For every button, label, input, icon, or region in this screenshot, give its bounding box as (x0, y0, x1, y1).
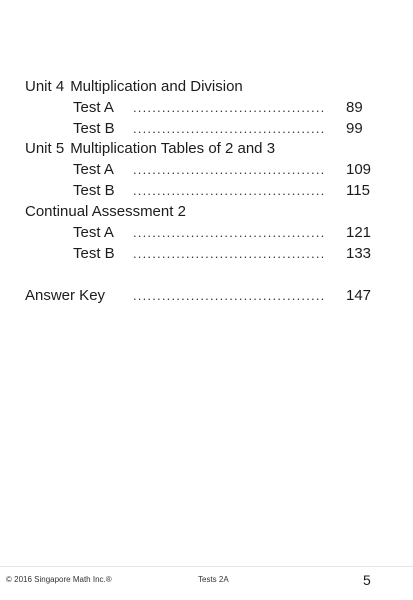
dot-leader: ........................................ (133, 121, 326, 136)
entry-page-number: 115 (346, 182, 370, 199)
entry-page-number: 121 (346, 224, 372, 241)
dot-leader: ........................................ (133, 246, 326, 261)
entry-page-number: 109 (346, 161, 372, 178)
copyright-notice: © 2016 Singapore Math Inc.® (6, 575, 112, 584)
entry-label: Test A (73, 99, 114, 116)
book-title: Tests 2A (198, 575, 229, 584)
entry-label: Test B (73, 245, 115, 262)
unit5-heading (25, 139, 275, 159)
dot-leader: ........................................ (133, 183, 326, 198)
answer-key-page-number: 147 (346, 287, 372, 304)
unit5-number: Unit 5 (25, 140, 65, 157)
entry-label: Test B (73, 120, 115, 137)
entry-page-number: 133 (346, 245, 372, 262)
entry-label: Test B (73, 182, 115, 199)
continual-assessment-title: Continual Assessment 2 (25, 203, 186, 220)
unit4-number: Unit 4 (25, 78, 65, 95)
continual-assessment-heading (25, 202, 186, 222)
unit5-title: Multiplication Tables of 2 and 3 (70, 140, 276, 157)
answer-key-label: Answer Key (25, 287, 106, 304)
entry-label: Test A (73, 224, 114, 241)
dot-leader: ........................................ (133, 100, 326, 115)
unit4-title: Multiplication and Division (70, 78, 243, 95)
unit4-heading (25, 77, 243, 97)
entry-label: Test A (73, 161, 114, 178)
page-number: 5 (363, 572, 371, 588)
dot-leader: ........................................ (133, 162, 326, 177)
entry-page-number: 99 (346, 120, 363, 137)
dot-leader: ........................................ (133, 288, 326, 303)
footer-divider (0, 566, 413, 567)
dot-leader: ........................................ (133, 225, 326, 240)
entry-page-number: 89 (346, 99, 363, 116)
